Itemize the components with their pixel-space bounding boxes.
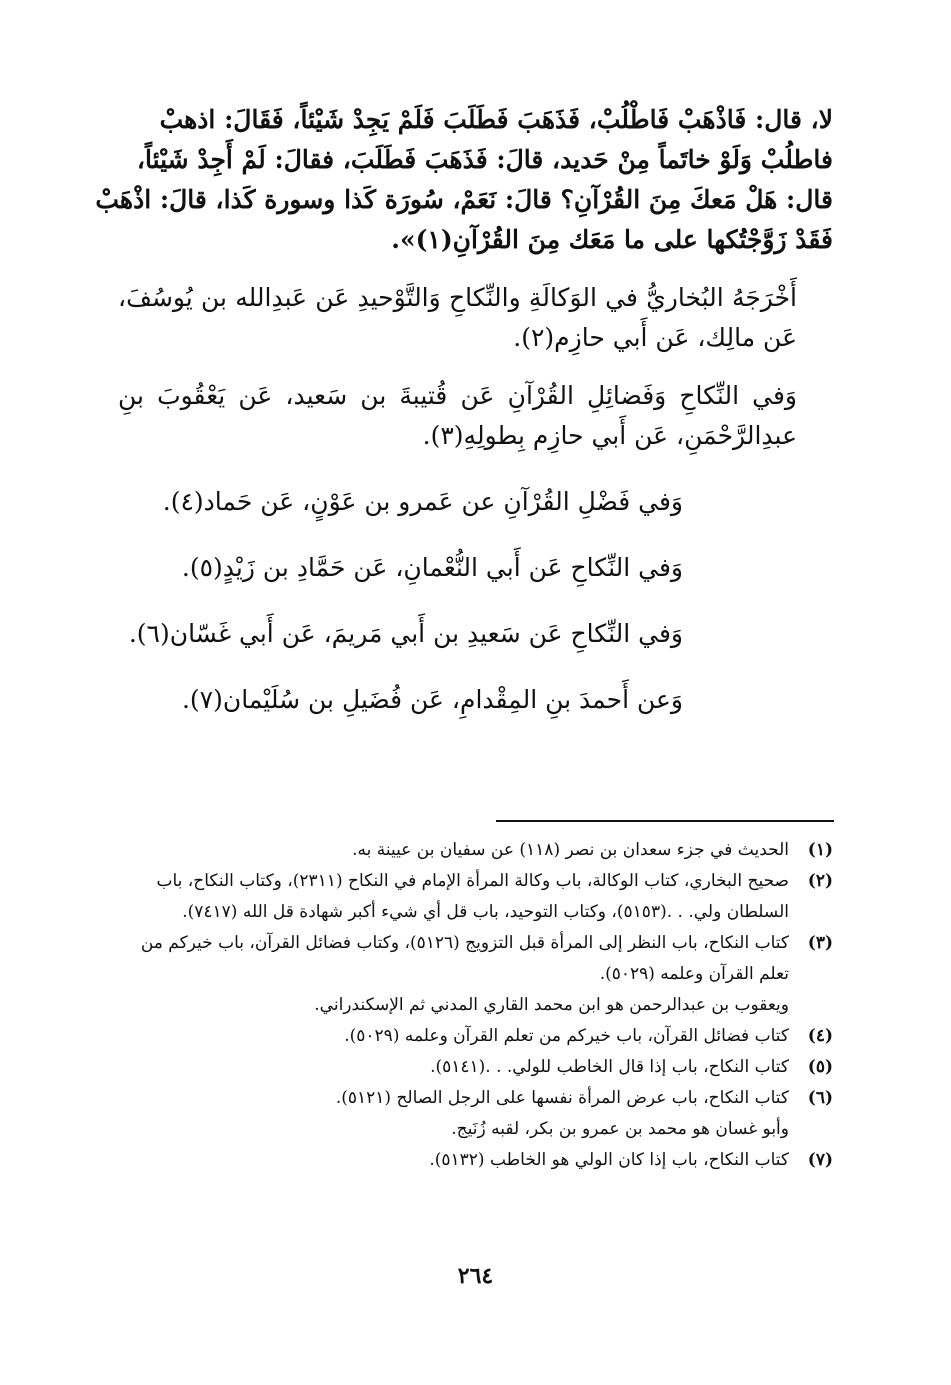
narration-paragraph: أَخْرَجَهُ البُخاريُّ في الوَكالَةِ والنِّكاحِ وَالتَّوْحيدِ عَن عَبدِالله بن يُوسُفَ، عَن مالِك، عَن أَبي حازِم(٢). [118,283,797,352]
reference-line: وَعن أَحمدَ بنِ المِقْدامِ، عَن فُضَيلِ بن سُلَيْمان(٧). [181,685,683,714]
page-number: ٢٦٤ [457,1263,494,1289]
footnote-number: (٥) [807,1057,833,1077]
footnote-number: (٤) [807,1026,833,1046]
footnotes [118,835,833,1176]
reference-line: وَفي النِّكاحِ عَن أَبي النُّعْمانِ، عَن حَمَّادِ بن زَيْدٍ(٥). [181,553,683,582]
footnote-text: الحديث في جزء سعدان بن نصر (١١٨) عن سفيان بن عيينة به. [352,840,789,860]
narration-paragraph: وَفي النِّكاحِ وَفَضائِلِ القُرْآنِ عَن قُتيبةَ بن سَعيد، عَن يَعْقُوبَ بنِ عبدِالرَّحْمَنِ، عَن أَبي حازِم بِطولِهِ(٣). [118,381,797,450]
main-text [95,100,833,720]
reference-line: وَفي النِّكاحِ عَن سَعيدِ بن أَبي مَريمَ، عَن أَبي غَسّان(٦). [128,619,683,648]
footnote-text: كتاب النكاح، باب عرض المرأة نفسها على الرجل الصالح (٥١٢١). [335,1088,789,1108]
hadith-line: قال: هَلْ مَعكَ مِنَ القُرْآنِ؟ قالَ: نَعَمْ، سُورَة كَذا وسورة كَذا، قالَ: اذْهَبْ [95,185,833,214]
footnote-note: ويعقوب بن عبدالرحمن هو ابن محمد القاري المدني ثم الإسكندراني. [314,995,789,1015]
footnote-text: كتاب النكاح، باب إذا قال الخاطب للولي. . .(٥١٤١). [430,1057,789,1077]
hadith-line: لا، قال: فَاذْهَبْ فَاطْلُبْ، فَذَهَبَ فَطَلَبَ فَلَمْ يَجِدْ شَيْئاً، فَقَالَ: اذهبْ [159,105,833,134]
footnote [118,928,833,990]
hadith-line: فَقَدْ زَوَّجْتُكها على ما مَعَك مِنَ القُرْآنِ(١)». [391,225,833,254]
footnote-text: صحيح البخاري، كتاب الوكالة، باب وكالة المرأة الإمام في النكاح (٢٣١١)، وكتاب النكاح، باب السلطان ولي. . .(٥١٥٣)، وكتاب التوحيد، باب قل أي شيء أكبر شهادة قل الله (٧٤١٧). [156,871,789,922]
reference-line: وَفي فَضْلِ القُرْآنِ عن عَمرو بن عَوْنٍ، عَن حَماد(٤). [162,487,683,516]
footnote-text: كتاب فضائل القرآن، باب خيركم من تعلم القرآن وعلمه (٥٠٢٩). [344,1026,789,1046]
footnote-text: كتاب النكاح، باب النظر إلى المرأة قبل التزويج (٥١٢٦)، وكتاب فضائل القرآن، باب خيركم من تعلم القرآن وعلمه (٥٠٢٩). [140,933,789,984]
footnote-separator [496,820,834,822]
footnote-number: (٧) [807,1150,833,1170]
footnote-number: (٢) [807,871,833,891]
footnote-note: وأبو غسان هو محمد بن عمرو بن بكر، لقبه زُنَيج. [451,1119,789,1139]
footnote [118,1021,833,1052]
hadith-line: فاطلُبْ وَلَوْ خاتَماً مِنْ حَديد، قالَ: فَذَهَبَ فَطَلَبَ، فقالَ: لَمْ أَجِدْ شَيْئاً، [136,145,833,174]
footnote [118,1052,833,1083]
footnote [118,835,833,866]
footnote [118,1083,833,1114]
footnote [118,1145,833,1176]
footnote-text: كتاب النكاح، باب إذا كان الولي هو الخاطب (٥١٣٢). [429,1150,789,1170]
footnote-number: (١) [807,840,833,860]
footnote-number: (٣) [807,933,833,953]
footnote [118,866,833,928]
footnote-number: (٦) [807,1088,833,1108]
